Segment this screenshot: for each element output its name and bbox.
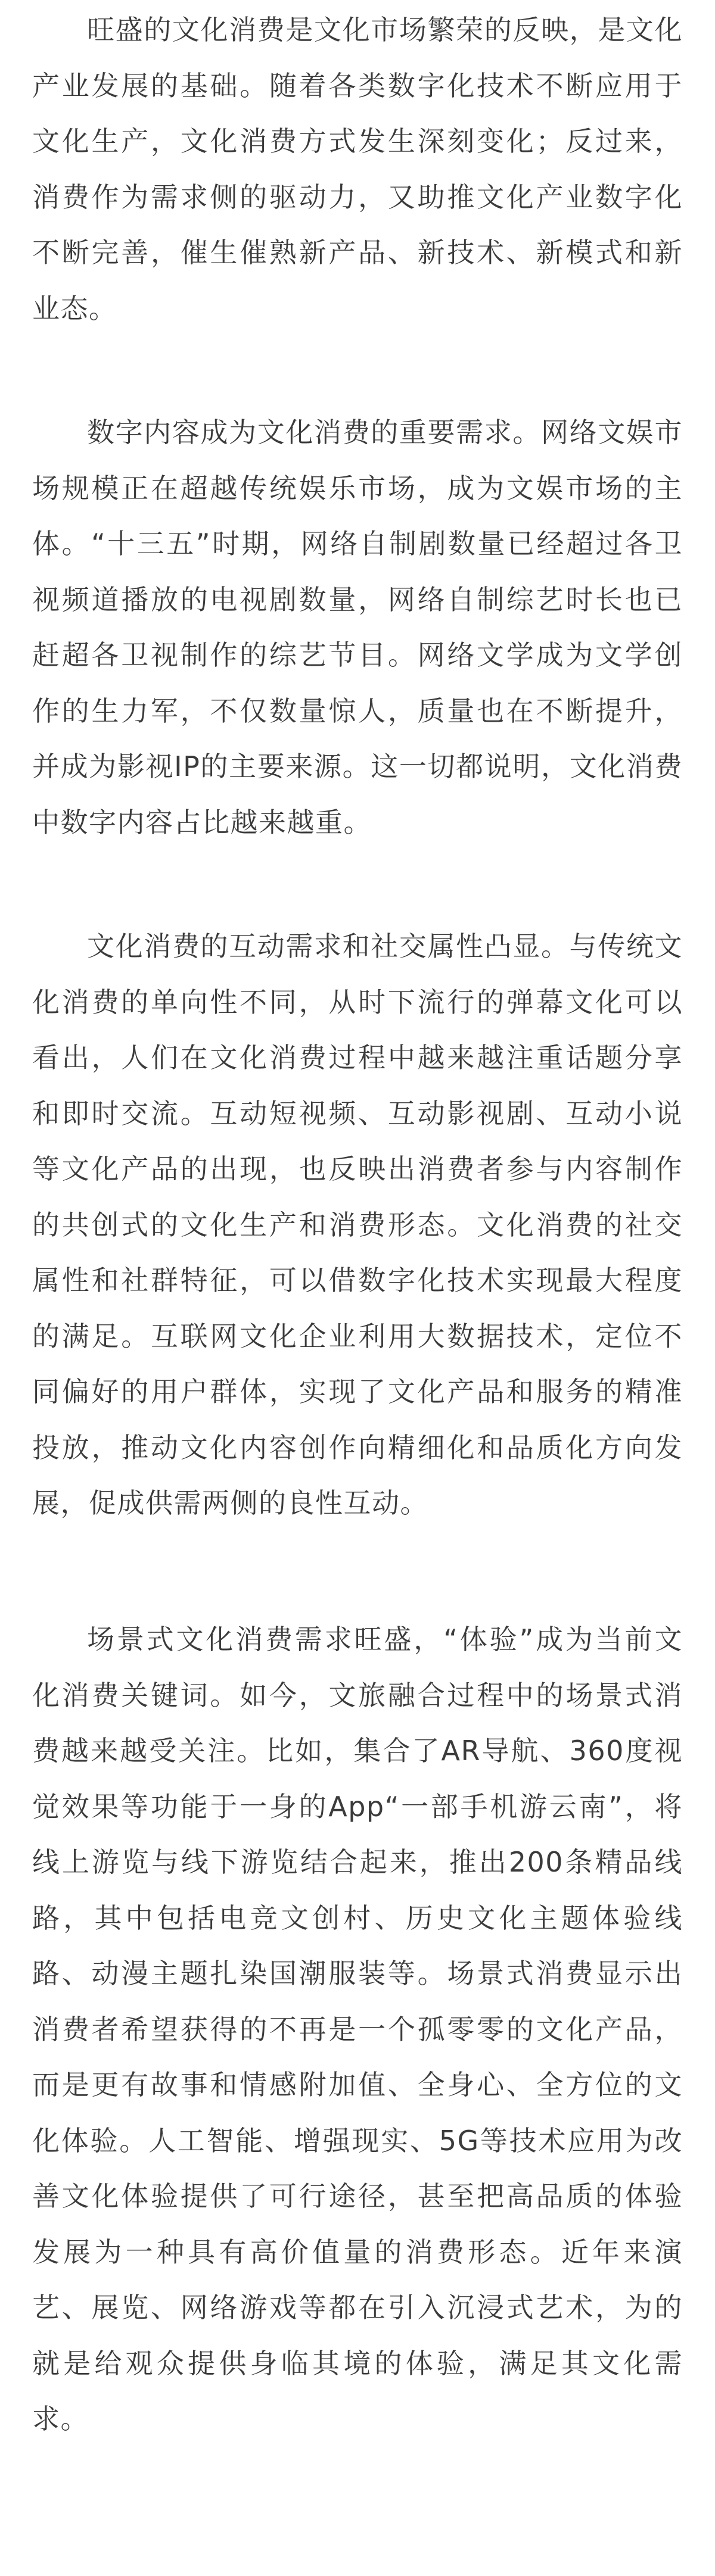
article-paragraph-4: 场景式文化消费需求旺盛，“体验”成为当前文化消费关键词。如今，文旅融合过程中的场景式消费越来越受关注。比如，集合了AR导航、360度视觉效果等功能于一身的App“一部手机游云南”，将线上游览与线下游览结合起来，推出200条精品线路，其中包括电竞文创村、历史文化主题体验线路、动漫主题扎染国潮服装等。场景式消费显示出消费者希望获得的不再是一个孤零零的文化产品，而是更有故事和情感附加值、全身心、全方位的文化体验。人工智能、增强现实、5G等技术应用为改善文化体验提供了可行途径，甚至把高品质的体验发展为一种具有高价值量的消费形态。近年来演艺、展览、网络游戏等都在引入沉浸式艺术，为的就是给观众提供身临其境的体验，满足其文化需求。	[32, 1623, 683, 2435]
article-paragraph-2: 数字内容成为文化消费的重要需求。网络文娱市场规模正在超越传统娱乐市场，成为文娱市场的主体。“十三五”时期，网络自制剧数量已经超过各卫视频道播放的电视剧数量，网络自制综艺时长也已赶超各卫视制作的综艺节目。网络文学成为文学创作的生力军，不仅数量惊人，质量也在不断提升，并成为影视IP的主要来源。这一切都说明，文化消费中数字内容占比越来越重。	[32, 416, 683, 838]
article-paragraph-3: 文化消费的互动需求和社交属性凸显。与传统文化消费的单向性不同，从时下流行的弹幕文化可以看出，人们在文化消费过程中越来越注重话题分享和即时交流。互动短视频、互动影视剧、互动小说等文化产品的出现，也反映出消费者参与内容制作的共创式的文化生产和消费形态。文化消费的社交属性和社群特征，可以借数字化技术实现最大程度的满足。互联网文化企业利用大数据技术，定位不同偏好的用户群体，实现了文化产品和服务的精准投放，推动文化内容创作向精细化和品质化方向发展，促成供需两侧的良性互动。	[32, 930, 683, 1519]
article-paragraph-1: 旺盛的文化消费是文化市场繁荣的反映，是文化产业发展的基础。随着各类数字化技术不断应用于文化生产，文化消费方式发生深刻变化；反过来，消费作为需求侧的驱动力，又助推文化产业数字化不断完善，催生催熟新产品、新技术、新模式和新业态。	[32, 14, 683, 325]
